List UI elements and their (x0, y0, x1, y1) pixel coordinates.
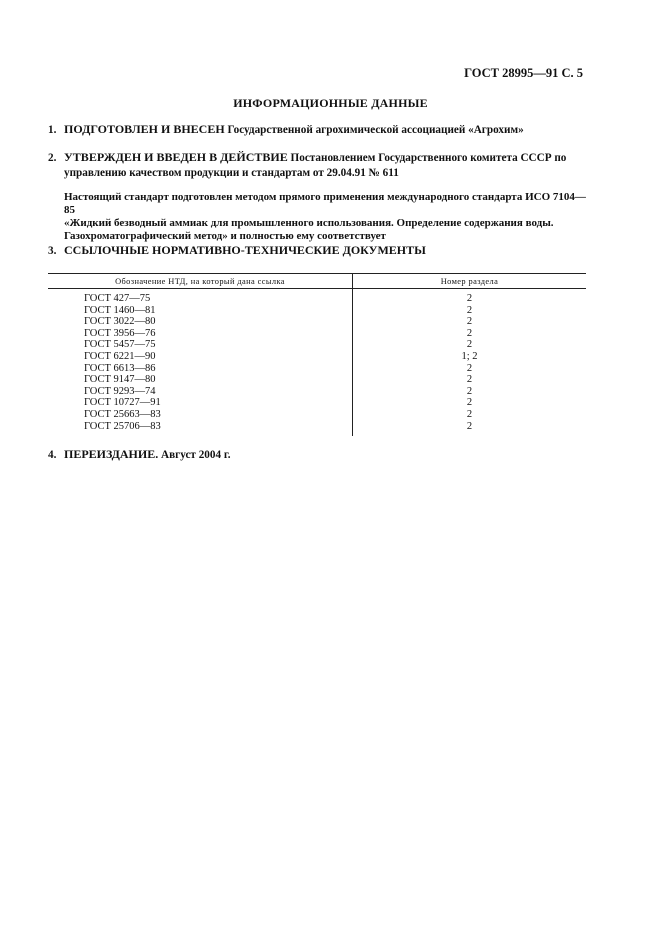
row-section: 2 (466, 304, 473, 316)
section-1-heading: ПОДГОТОВЛЕН И ВНЕСЕН (64, 122, 225, 136)
table-row (48, 374, 586, 386)
row-doc: ГОСТ 6613—86 (48, 363, 353, 375)
table-row (48, 339, 586, 351)
section-3 (48, 243, 586, 259)
table-row (48, 421, 586, 437)
table-row (48, 386, 586, 398)
section-4-number: 4. (48, 449, 57, 461)
section-2-line1: Постановлением Государственного комитета СССР по (290, 152, 567, 164)
table-row (48, 363, 586, 375)
row-doc: ГОСТ 25706—83 (48, 421, 353, 437)
row-section: 2 (466, 327, 473, 339)
table-row (48, 397, 586, 409)
row-section: 2 (466, 374, 473, 386)
table-row (48, 316, 586, 328)
section-2-heading: УТВЕРЖДЕН И ВВЕДЕН В ДЕЙСТВИЕ (64, 150, 288, 164)
note-line-3: Газохроматографический метод» и полностью ему соответствует (64, 230, 386, 242)
table-row (48, 305, 586, 317)
col-header-section: Номер раздела (353, 274, 587, 289)
section-4-text: Август 2004 г. (161, 449, 231, 461)
row-section: 1; 2 (461, 350, 478, 362)
row-section: 2 (466, 385, 473, 397)
row-section: 2 (466, 293, 473, 304)
row-section: 2 (466, 397, 473, 409)
standard-note (64, 191, 590, 243)
row-section: 2 (466, 362, 473, 374)
row-section: 2 (466, 408, 473, 420)
row-doc: ГОСТ 3956—76 (48, 328, 353, 340)
table-row (48, 351, 586, 363)
table-header-row (48, 274, 586, 289)
table-row (48, 328, 586, 340)
section-3-number: 3. (48, 245, 57, 257)
row-section: 2 (466, 420, 473, 432)
row-doc: ГОСТ 427—75 (48, 289, 353, 305)
row-doc: ГОСТ 9293—74 (48, 386, 353, 398)
section-4-heading: ПЕРЕИЗДАНИЕ. (64, 447, 159, 461)
section-1-text: Государственной агрохимической ассоциацией «Агрохим» (227, 124, 524, 136)
section-2-number: 2. (48, 152, 57, 164)
section-1 (48, 122, 586, 138)
row-section: 2 (466, 339, 473, 351)
row-doc: ГОСТ 6221—90 (48, 351, 353, 363)
table-row (48, 409, 586, 421)
row-doc: ГОСТ 10727—91 (48, 397, 353, 409)
note-line-2: «Жидкий безводный аммиак для промышленного использования. Определение содержания воды. (64, 217, 554, 229)
col-header-doc: Обозначение НТД, на который дана ссылка (48, 274, 353, 289)
row-doc: ГОСТ 3022—80 (48, 316, 353, 328)
section-2-line2: управлению качеством продукции и стандартам от 29.04.91 № 611 (64, 167, 399, 179)
table-row (48, 289, 586, 305)
page-title: ИНФОРМАЦИОННЫЕ ДАННЫЕ (233, 96, 428, 110)
row-section: 2 (466, 316, 473, 328)
section-1-number: 1. (48, 124, 57, 136)
row-doc: ГОСТ 25663—83 (48, 409, 353, 421)
note-line-1: Настоящий стандарт подготовлен методом прямого применения международного стандарта ИСО 7104—85 (64, 191, 586, 216)
row-doc: ГОСТ 9147—80 (48, 374, 353, 386)
row-doc: ГОСТ 1460—81 (48, 305, 353, 317)
section-4 (48, 447, 586, 463)
section-3-heading: ССЫЛОЧНЫЕ НОРМАТИВНО-ТЕХНИЧЕСКИЕ ДОКУМЕНТЫ (64, 243, 426, 257)
references-table (48, 273, 586, 436)
row-doc: ГОСТ 5457—75 (48, 339, 353, 351)
section-2 (48, 150, 586, 181)
page-header-doc-ref: ГОСТ 28995—91 С. 5 (464, 66, 583, 80)
